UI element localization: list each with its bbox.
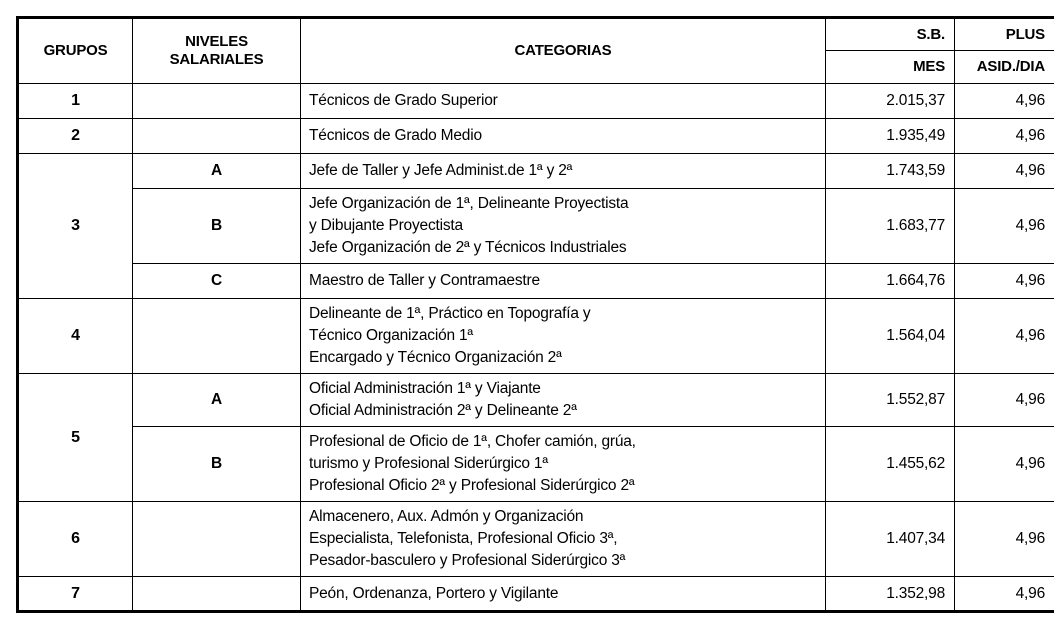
sb-mes-cell: 1.564,04 [826, 299, 955, 374]
sb-mes-cell: 1.552,87 [826, 374, 955, 427]
table-row [18, 299, 1054, 374]
nivel-cell: A [133, 374, 301, 427]
grupo-cell: 5 [18, 374, 133, 502]
categoria-line: y Dibujante Proyectista [309, 215, 817, 237]
grupo-cell: 6 [18, 502, 133, 577]
sb-mes-cell: 2.015,37 [826, 84, 955, 119]
categoria-line: Encargado y Técnico Organización 2ª [309, 347, 817, 369]
plus-asid-cell: 4,96 [955, 154, 1054, 189]
col-header-grupos: GRUPOS [18, 18, 133, 84]
col-header-plus: PLUS [955, 18, 1054, 51]
plus-asid-cell: 4,96 [955, 84, 1054, 119]
categoria-line: Técnicos de Grado Medio [309, 125, 817, 147]
table-header [18, 18, 1054, 84]
table-row [18, 189, 1054, 264]
sb-mes-cell: 1.683,77 [826, 189, 955, 264]
plus-asid-cell: 4,96 [955, 299, 1054, 374]
sb-mes-cell: 1.935,49 [826, 119, 955, 154]
grupo-cell: 1 [18, 84, 133, 119]
plus-asid-cell: 4,96 [955, 427, 1054, 502]
categoria-line: Pesador-basculero y Profesional Siderúrgico 3ª [309, 550, 817, 572]
grupo-cell: 7 [18, 577, 133, 612]
salary-table [16, 16, 1054, 613]
categoria-line: turismo y Profesional Siderúrgico 1ª [309, 453, 817, 475]
niveles-line2: SALARIALES [133, 51, 300, 69]
col-header-mes: MES [826, 51, 955, 84]
grupo-cell: 2 [18, 119, 133, 154]
categoria-cell [301, 119, 826, 154]
categoria-cell [301, 502, 826, 577]
table-row [18, 264, 1054, 299]
categoria-line: Oficial Administración 1ª y Viajante [309, 378, 817, 400]
plus-asid-cell: 4,96 [955, 502, 1054, 577]
sb-mes-cell: 1.352,98 [826, 577, 955, 612]
table-row [18, 577, 1054, 612]
categoria-line: Maestro de Taller y Contramaestre [309, 270, 817, 292]
categoria-line: Especialista, Telefonista, Profesional Oficio 3ª, [309, 528, 817, 550]
categoria-line: Oficial Administración 2ª y Delineante 2ª [309, 400, 817, 422]
table-row [18, 154, 1054, 189]
categoria-cell [301, 84, 826, 119]
categoria-line: Profesional de Oficio de 1ª, Chofer camión, grúa, [309, 431, 817, 453]
table-row [18, 502, 1054, 577]
col-header-sb: S.B. [826, 18, 955, 51]
sb-mes-cell: 1.743,59 [826, 154, 955, 189]
table-row [18, 427, 1054, 502]
sb-mes-cell: 1.664,76 [826, 264, 955, 299]
categoria-line: Almacenero, Aux. Admón y Organización [309, 506, 817, 528]
table-body [18, 84, 1054, 612]
categoria-cell [301, 299, 826, 374]
nivel-cell [133, 577, 301, 612]
table-row [18, 119, 1054, 154]
nivel-cell: B [133, 427, 301, 502]
nivel-cell: B [133, 189, 301, 264]
categoria-line: Jefe Organización de 2ª y Técnicos Industriales [309, 237, 817, 259]
plus-asid-cell: 4,96 [955, 374, 1054, 427]
categoria-cell [301, 154, 826, 189]
categoria-cell [301, 264, 826, 299]
nivel-cell [133, 119, 301, 154]
categoria-cell [301, 577, 826, 612]
niveles-line1: NIVELES [133, 33, 300, 51]
nivel-cell [133, 84, 301, 119]
categoria-line: Jefe Organización de 1ª, Delineante Proyectista [309, 193, 817, 215]
categoria-cell [301, 427, 826, 502]
grupo-cell: 4 [18, 299, 133, 374]
plus-asid-cell: 4,96 [955, 264, 1054, 299]
categoria-line: Jefe de Taller y Jefe Administ.de 1ª y 2ª [309, 160, 817, 182]
nivel-cell: C [133, 264, 301, 299]
table-row [18, 84, 1054, 119]
categoria-cell [301, 374, 826, 427]
plus-asid-cell: 4,96 [955, 119, 1054, 154]
col-header-niveles-salariales [133, 18, 301, 84]
table-row [18, 374, 1054, 427]
col-header-asid-dia: ASID./DIA [955, 51, 1054, 84]
nivel-cell [133, 502, 301, 577]
categoria-line: Técnicos de Grado Superior [309, 90, 817, 112]
plus-asid-cell: 4,96 [955, 189, 1054, 264]
categoria-line: Delineante de 1ª, Práctico en Topografía y [309, 303, 817, 325]
nivel-cell [133, 299, 301, 374]
col-header-categorias: CATEGORIAS [301, 18, 826, 84]
categoria-line: Técnico Organización 1ª [309, 325, 817, 347]
categoria-line: Profesional Oficio 2ª y Profesional Siderúrgico 2ª [309, 475, 817, 497]
categoria-line: Peón, Ordenanza, Portero y Vigilante [309, 583, 817, 605]
sb-mes-cell: 1.407,34 [826, 502, 955, 577]
grupo-cell: 3 [18, 154, 133, 299]
nivel-cell: A [133, 154, 301, 189]
sb-mes-cell: 1.455,62 [826, 427, 955, 502]
categoria-cell [301, 189, 826, 264]
plus-asid-cell: 4,96 [955, 577, 1054, 612]
